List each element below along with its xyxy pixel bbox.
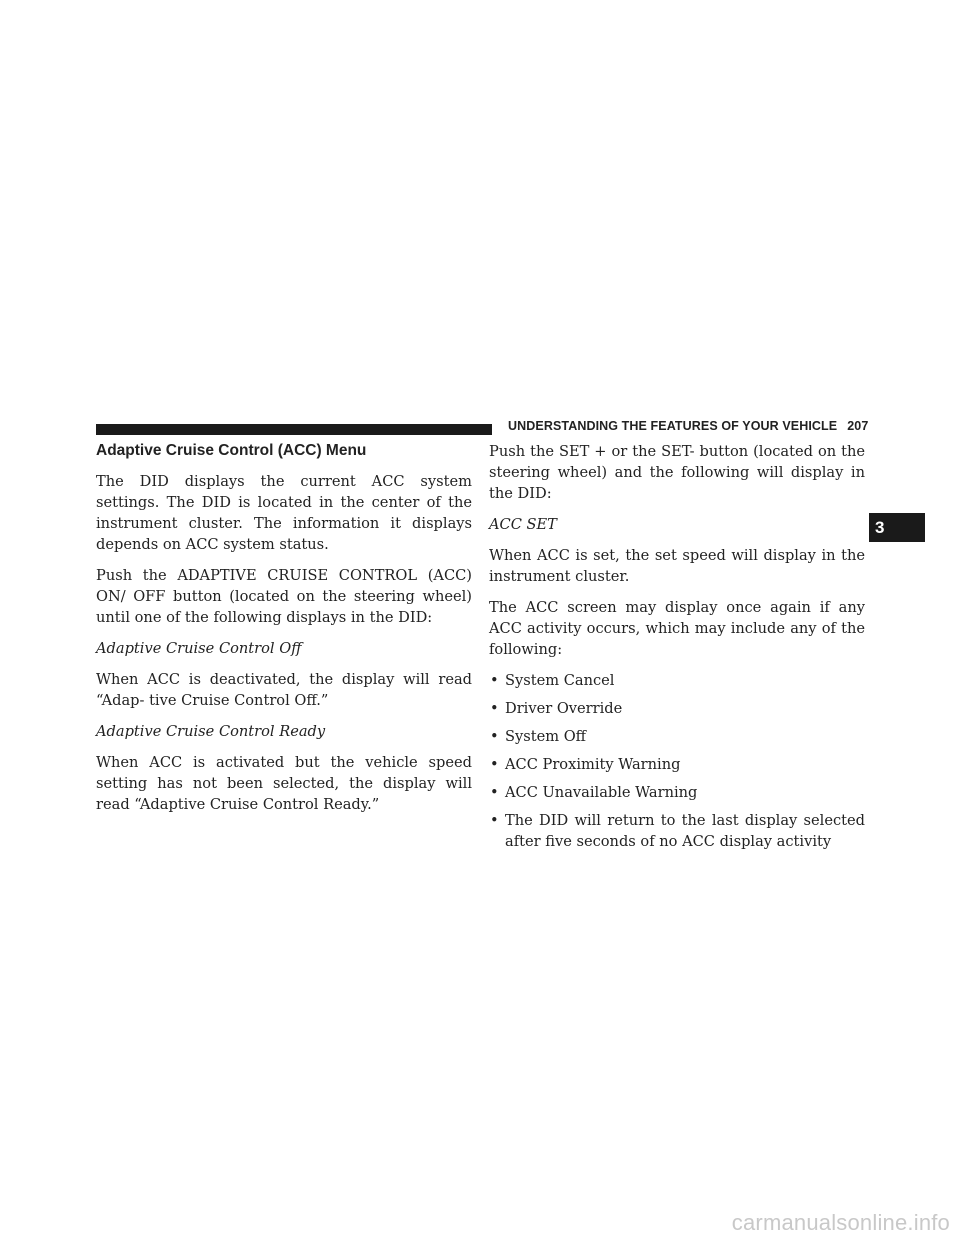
bullet-icon: • xyxy=(490,728,499,745)
list-item-text: System Off xyxy=(505,728,587,745)
subheading: Adaptive Cruise Control Ready xyxy=(96,723,326,740)
paragraph: Push the SET + or the SET- button (located on the steering wheel) and the following will display in the DID: xyxy=(489,443,865,502)
list-item xyxy=(489,782,865,803)
paragraph: When ACC is deactivated, the display will read “Adap- tive Cruise Control Off.” xyxy=(96,671,472,709)
list-item xyxy=(489,754,865,775)
list-item-text: ACC Unavailable Warning xyxy=(505,784,698,801)
list-item-text: ACC Proximity Warning xyxy=(505,756,681,773)
bullet-icon: • xyxy=(490,756,499,773)
chapter-tab xyxy=(869,513,925,542)
list-item xyxy=(489,670,865,691)
paragraph: The DID displays the current ACC system settings. The DID is located in the center of the instrument cluster. The information it displays depends on ACC system status. xyxy=(96,473,472,553)
paragraph: Push the ADAPTIVE CRUISE CONTROL (ACC) ON/ OFF button (located on the steering wheel) until one of the following displays in the DID: xyxy=(96,567,472,626)
list-item-text: Driver Override xyxy=(505,700,623,717)
header-title: UNDERSTANDING THE FEATURES OF YOUR VEHICLE xyxy=(508,419,838,433)
section-title: Adaptive Cruise Control (ACC) Menu xyxy=(96,442,367,459)
bullet-icon: • xyxy=(490,784,499,801)
bullet-icon: • xyxy=(490,672,499,689)
chapter-number: 3 xyxy=(875,518,885,537)
page-number: 207 xyxy=(847,419,869,433)
running-header xyxy=(508,419,868,433)
header-rule xyxy=(96,424,492,435)
paragraph: When ACC is activated but the vehicle speed setting has not been selected, the display will read “Adaptive Cruise Control Ready.” xyxy=(96,754,472,813)
watermark: carmanualsonline.info xyxy=(731,1210,950,1235)
list-item xyxy=(489,810,865,852)
list-item xyxy=(489,726,865,747)
list-item-text: System Cancel xyxy=(505,672,615,689)
left-column xyxy=(96,441,472,825)
list-item xyxy=(489,698,865,719)
bullet-icon: • xyxy=(490,812,499,829)
paragraph: The ACC screen may display once again if any ACC activity occurs, which may include any of the following: xyxy=(489,599,865,658)
bullet-icon: • xyxy=(490,700,499,717)
bullet-list xyxy=(489,670,865,852)
list-item-text: The DID will return to the last display selected after five seconds of no ACC display activity xyxy=(505,812,865,850)
right-column xyxy=(489,441,865,859)
subheading: Adaptive Cruise Control Off xyxy=(96,640,302,657)
subheading: ACC SET xyxy=(489,516,557,533)
paragraph: When ACC is set, the set speed will display in the instrument cluster. xyxy=(489,547,865,585)
